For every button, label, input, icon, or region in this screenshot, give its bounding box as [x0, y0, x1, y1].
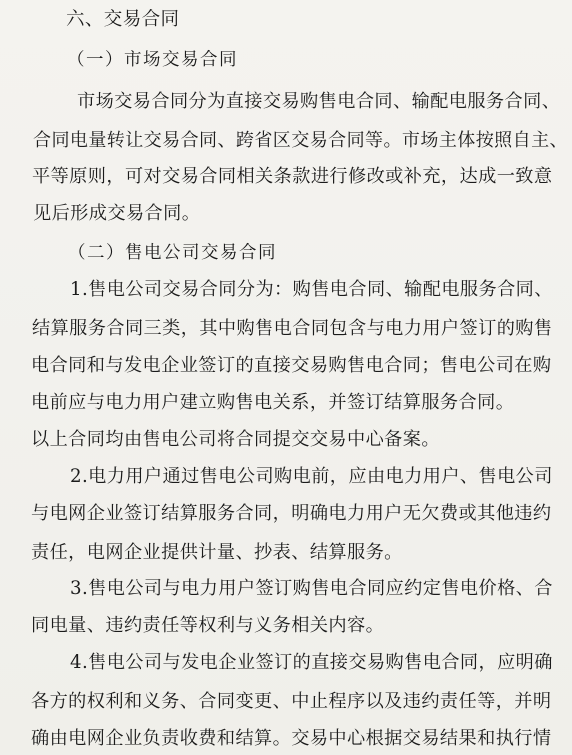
paragraph-line: 同电量、违约责任等权利与义务相关内容。 — [31, 615, 385, 636]
paragraph-line: 电合同和与发电企业签订的直接交易购售电合同；售电公司在购 — [31, 355, 552, 376]
subsection-title-market-contract: （一）市场交易合同 — [67, 50, 238, 70]
paragraph-line: 责任，电网企业提供计量、抄表、结算服务。 — [31, 542, 403, 563]
paragraph-line: 合同电量转让交易合同、跨省区交易合同等。市场主体按照自主、 — [33, 130, 568, 151]
paragraph-line: 与电网企业签订结算服务合同，明确电力用户无欠费或其他违约 — [31, 503, 552, 524]
paragraph-line: 确由电网企业负责收费和结算。交易中心根据交易结果和执行情 — [31, 728, 552, 749]
paragraph-line: 平等原则，可对交易合同相关条款进行修改或补充，达成一致意 — [32, 166, 553, 187]
paragraph-line: 电前应与电力用户建立购售电关系，并签订结算服务合同。 — [31, 392, 515, 413]
paragraph-line: 市场交易合同分为直接交易购售电合同、输配电服务合同、 — [77, 91, 561, 112]
paragraph-line: 各方的权利和义务、合同变更、中止程序以及违约责任等，并明 — [31, 691, 552, 712]
paragraph-line: 2.电力用户通过售电公司购电前，应由电力用户、售电公司 — [70, 466, 553, 487]
section-title: 六、交易合同 — [66, 9, 180, 30]
paragraph-line: 1.售电公司交易合同分为：购售电合同、输配电服务合同、 — [70, 279, 553, 300]
paragraph-line: 见后形成交易合同。 — [33, 203, 201, 224]
paragraph-line: 3.售电公司与电力用户签订购售电合同应约定售电价格、合 — [70, 578, 553, 599]
paragraph-line: 4.售电公司与发电企业签订的直接交易购售电合同，应明确 — [70, 652, 553, 673]
paragraph-line: 结算服务合同三类，其中购售电合同包含与电力用户签订的购售 — [32, 318, 553, 339]
paragraph-line: 以上合同均由售电公司将合同提交交易中心备案。 — [31, 429, 440, 450]
subsection-title-retailer-contract: （二）售电公司交易合同 — [68, 243, 277, 263]
